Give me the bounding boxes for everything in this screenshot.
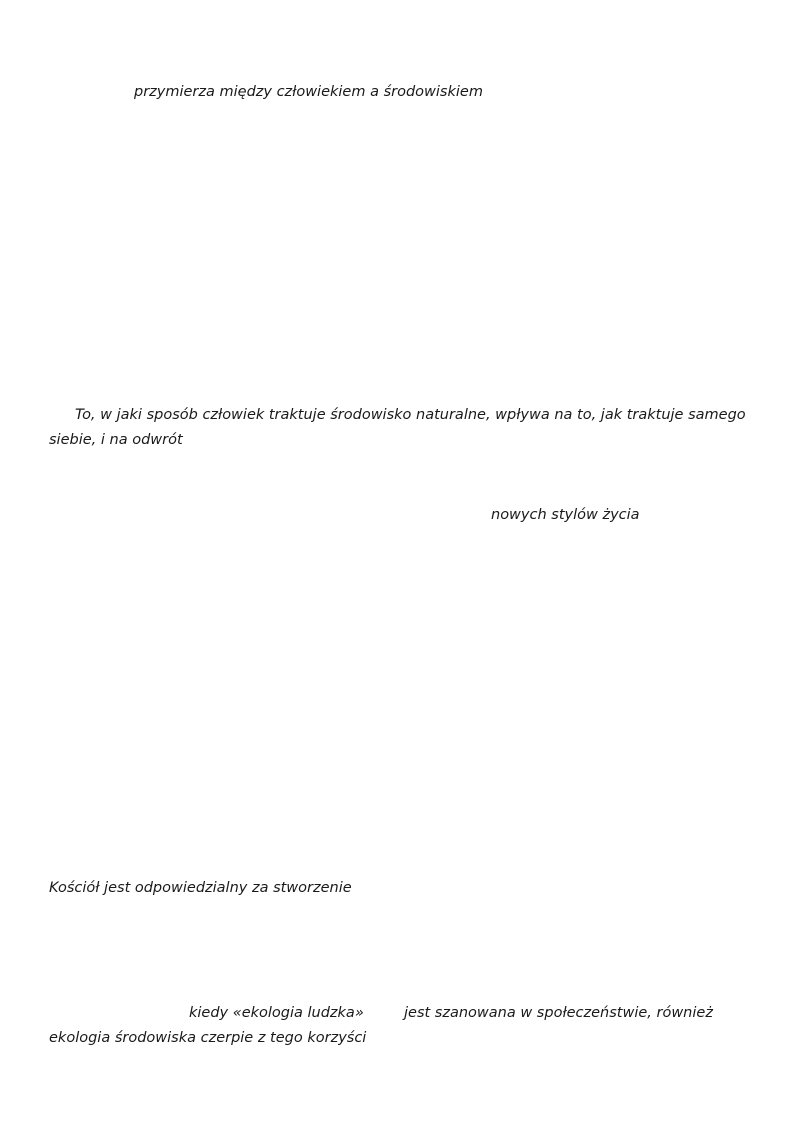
text-fragment-church-responsible: Kościół jest odpowiedzialny za stworzenie <box>49 880 352 896</box>
text-fragment-human-ecology: kiedy «ekologia ludzka» <box>189 1005 364 1021</box>
text-fragment-treatment-line1: To, w jaki sposób człowiek traktuje środowisko naturalne, wpływa na to, jak traktuje samego <box>75 407 746 423</box>
text-fragment-covenant: przymierza między człowiekiem a środowiskiem <box>134 84 483 100</box>
text-fragment-treatment-line2: siebie, i na odwrót <box>49 432 183 448</box>
text-fragment-environmental-benefit: ekologia środowiska czerpie z tego korzyści <box>49 1030 367 1046</box>
text-fragment-new-lifestyles: nowych stylów życia <box>491 507 640 523</box>
text-fragment-respected-in-society: jest szanowana w społeczeństwie, również <box>404 1005 713 1021</box>
